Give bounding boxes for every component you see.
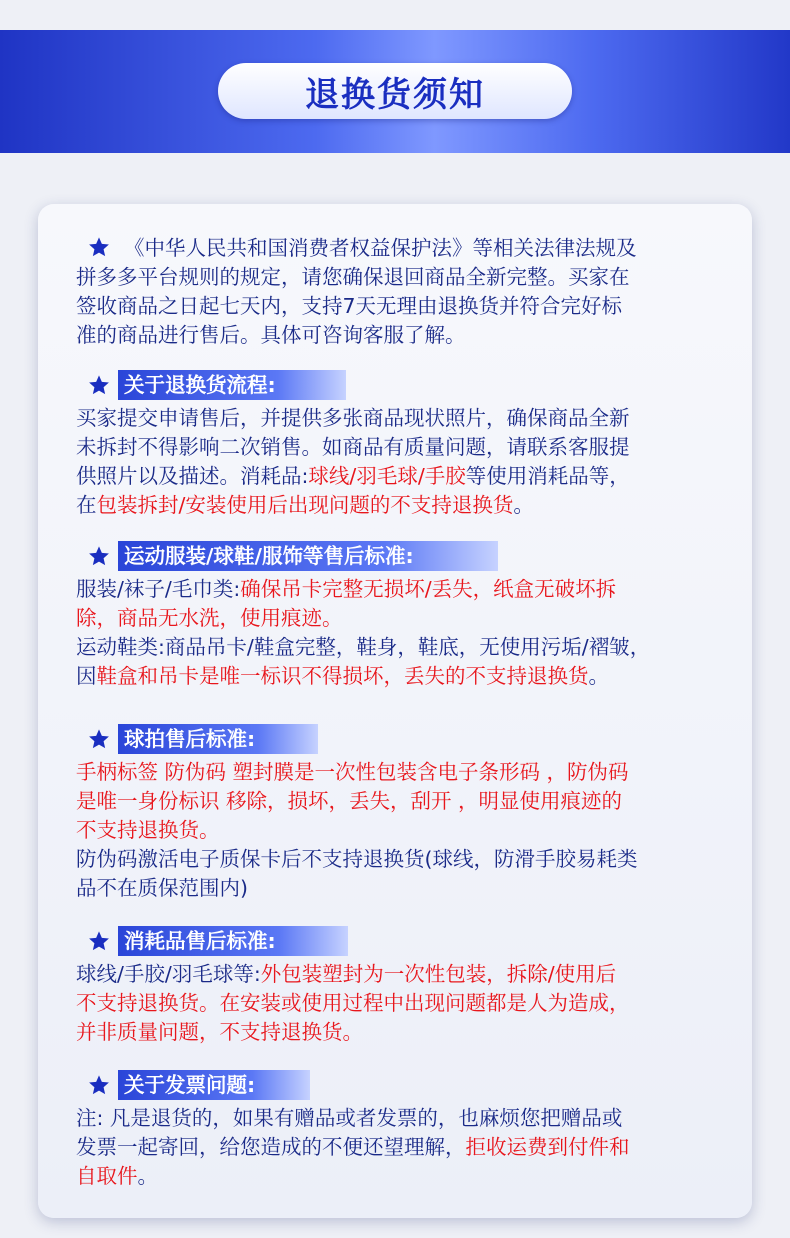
body-line: 并非质量问题，不支持退换货。 [76, 1020, 363, 1044]
star-icon [88, 1074, 110, 1096]
body-line: 防伪码激活电子质保卡后不支持退换货(球线，防滑手胶易耗类 [76, 847, 638, 871]
section-heading-text: 关于退换货流程: [124, 373, 276, 397]
body-line: 注: 凡是退货的，如果有赠品或者发票的，也麻烦您把赠品或 [76, 1106, 623, 1130]
body-line: 自取件。 [76, 1164, 158, 1188]
body-line: 除，商品无水洗，使用痕迹。 [76, 606, 343, 630]
section-heading-text: 运动服装/球鞋/服饰等售后标准: [124, 544, 414, 568]
invoice-section [76, 1070, 736, 1191]
section-heading [76, 1070, 736, 1100]
section-heading-text: 关于发票问题: [124, 1073, 256, 1097]
body-line: 球线/手胶/羽毛球等:外包装塑封为一次性包装，拆除/使用后 [76, 962, 617, 986]
notice-card [38, 204, 752, 1218]
body-line: 在包装拆封/安装使用后出现问题的不支持退换货。 [76, 493, 534, 517]
body-line: 品不在质保范围内) [76, 876, 248, 900]
page-title: 退换货须知 [305, 74, 485, 115]
body-line: 是唯一身份标识 移除，损坏，丢失，刮开 ，明显使用痕迹的 [76, 789, 623, 813]
star-icon [88, 930, 110, 952]
section-heading [76, 926, 736, 956]
intro-line: 拼多多平台规则的规定，请您确保退回商品全新完整。买家在 [76, 265, 630, 289]
star-icon [88, 728, 110, 750]
section-heading-text: 球拍售后标准: [124, 727, 256, 751]
star-icon [88, 236, 110, 258]
section-heading-text: 消耗品售后标准: [124, 929, 276, 953]
star-icon [88, 545, 110, 567]
intro-line: 《中华人民共和国消费者权益保护法》等相关法律法规及 [76, 234, 736, 263]
body-line: 发票一起寄回，给您造成的不便还望理解，拒收运费到付件和 [76, 1135, 630, 1159]
process-section [76, 370, 736, 520]
body-line: 服装/袜子/毛巾类:确保吊卡完整无损坏/丢失，纸盒无破坏拆 [76, 577, 617, 601]
body-line: 买家提交申请售后，并提供多张商品现状照片，确保商品全新 [76, 406, 630, 430]
body-line: 未拆封不得影响二次销售。如商品有质量问题，请联系客服提 [76, 435, 630, 459]
racket-section [76, 724, 736, 903]
section-heading [76, 541, 736, 571]
section-heading [76, 370, 736, 400]
body-line: 不支持退换货。 [76, 818, 220, 842]
body-line: 因鞋盒和吊卡是唯一标识不得损坏，丢失的不支持退换货。 [76, 664, 609, 688]
body-line: 手柄标签 防伪码 塑封膜是一次性包装含电子条形码 ，防伪码 [76, 760, 629, 784]
intro-line: 签收商品之日起七天内，支持7天无理由退换货并符合完好标 [76, 294, 623, 318]
body-line: 供照片以及描述。消耗品:球线/羽毛球/手胶等使用消耗品等， [76, 464, 630, 488]
body-line: 运动鞋类:商品吊卡/鞋盒完整，鞋身，鞋底，无使用污垢/褶皱， [76, 635, 651, 659]
title-pill [218, 63, 572, 119]
body-line: 不支持退换货。在安装或使用过程中出现问题都是人为造成， [76, 991, 630, 1015]
consumables-section [76, 926, 736, 1047]
star-icon [88, 374, 110, 396]
section-heading [76, 724, 736, 754]
intro-line: 准的商品进行售后。具体可咨询客服了解。 [76, 323, 466, 347]
intro-section [76, 234, 736, 350]
apparel-section [76, 541, 736, 691]
